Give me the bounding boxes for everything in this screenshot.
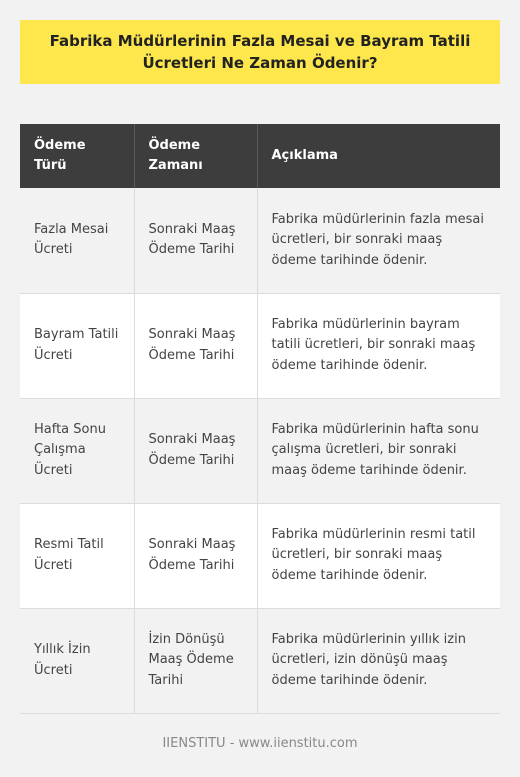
page-title: Fabrika Müdürlerinin Fazla Mesai ve Bayram Tatili Ücretleri Ne Zaman Ödenir? [49, 32, 471, 72]
table-row [20, 608, 500, 713]
table-header-row [20, 124, 500, 188]
cell-payment-time: Sonraki Maaş Ödeme Tarihi [134, 188, 257, 293]
header-payment-time: Ödeme Zamanı [134, 124, 257, 188]
cell-payment-type: Fazla Mesai Ücreti [20, 188, 134, 293]
cell-description: Fabrika müdürlerinin yıllık izin ücretleri, izin dönüşü maaş ödeme tarihinde ödenir. [257, 608, 500, 713]
cell-description: Fabrika müdürlerinin fazla mesai ücretleri, bir sonraki maaş ödeme tarihinde ödenir. [257, 188, 500, 293]
table-row [20, 293, 500, 398]
payment-table [20, 124, 500, 714]
table-row [20, 398, 500, 503]
cell-payment-time: Sonraki Maaş Ödeme Tarihi [134, 398, 257, 503]
footer-credit: IIENSTITU - www.iienstitu.com [162, 736, 358, 751]
cell-payment-type: Bayram Tatili Ücreti [20, 293, 134, 398]
title-banner [20, 20, 500, 84]
cell-description: Fabrika müdürlerinin resmi tatil ücretleri, bir sonraki maaş ödeme tarihinde ödenir. [257, 503, 500, 608]
cell-payment-time: Sonraki Maaş Ödeme Tarihi [134, 503, 257, 608]
cell-payment-time: Sonraki Maaş Ödeme Tarihi [134, 293, 257, 398]
cell-payment-type: Yıllık İzin Ücreti [20, 608, 134, 713]
cell-payment-time: İzin Dönüşü Maaş Ödeme Tarihi [134, 608, 257, 713]
table-row [20, 503, 500, 608]
cell-payment-type: Resmi Tatil Ücreti [20, 503, 134, 608]
table-row [20, 188, 500, 293]
header-payment-type: Ödeme Türü [20, 124, 134, 188]
header-description: Açıklama [257, 124, 500, 188]
cell-payment-type: Hafta Sonu Çalışma Ücreti [20, 398, 134, 503]
cell-description: Fabrika müdürlerinin bayram tatili ücretleri, bir sonraki maaş ödeme tarihinde ödenir. [257, 293, 500, 398]
cell-description: Fabrika müdürlerinin hafta sonu çalışma ücretleri, bir sonraki maaş ödeme tarihinde ödenir. [257, 398, 500, 503]
